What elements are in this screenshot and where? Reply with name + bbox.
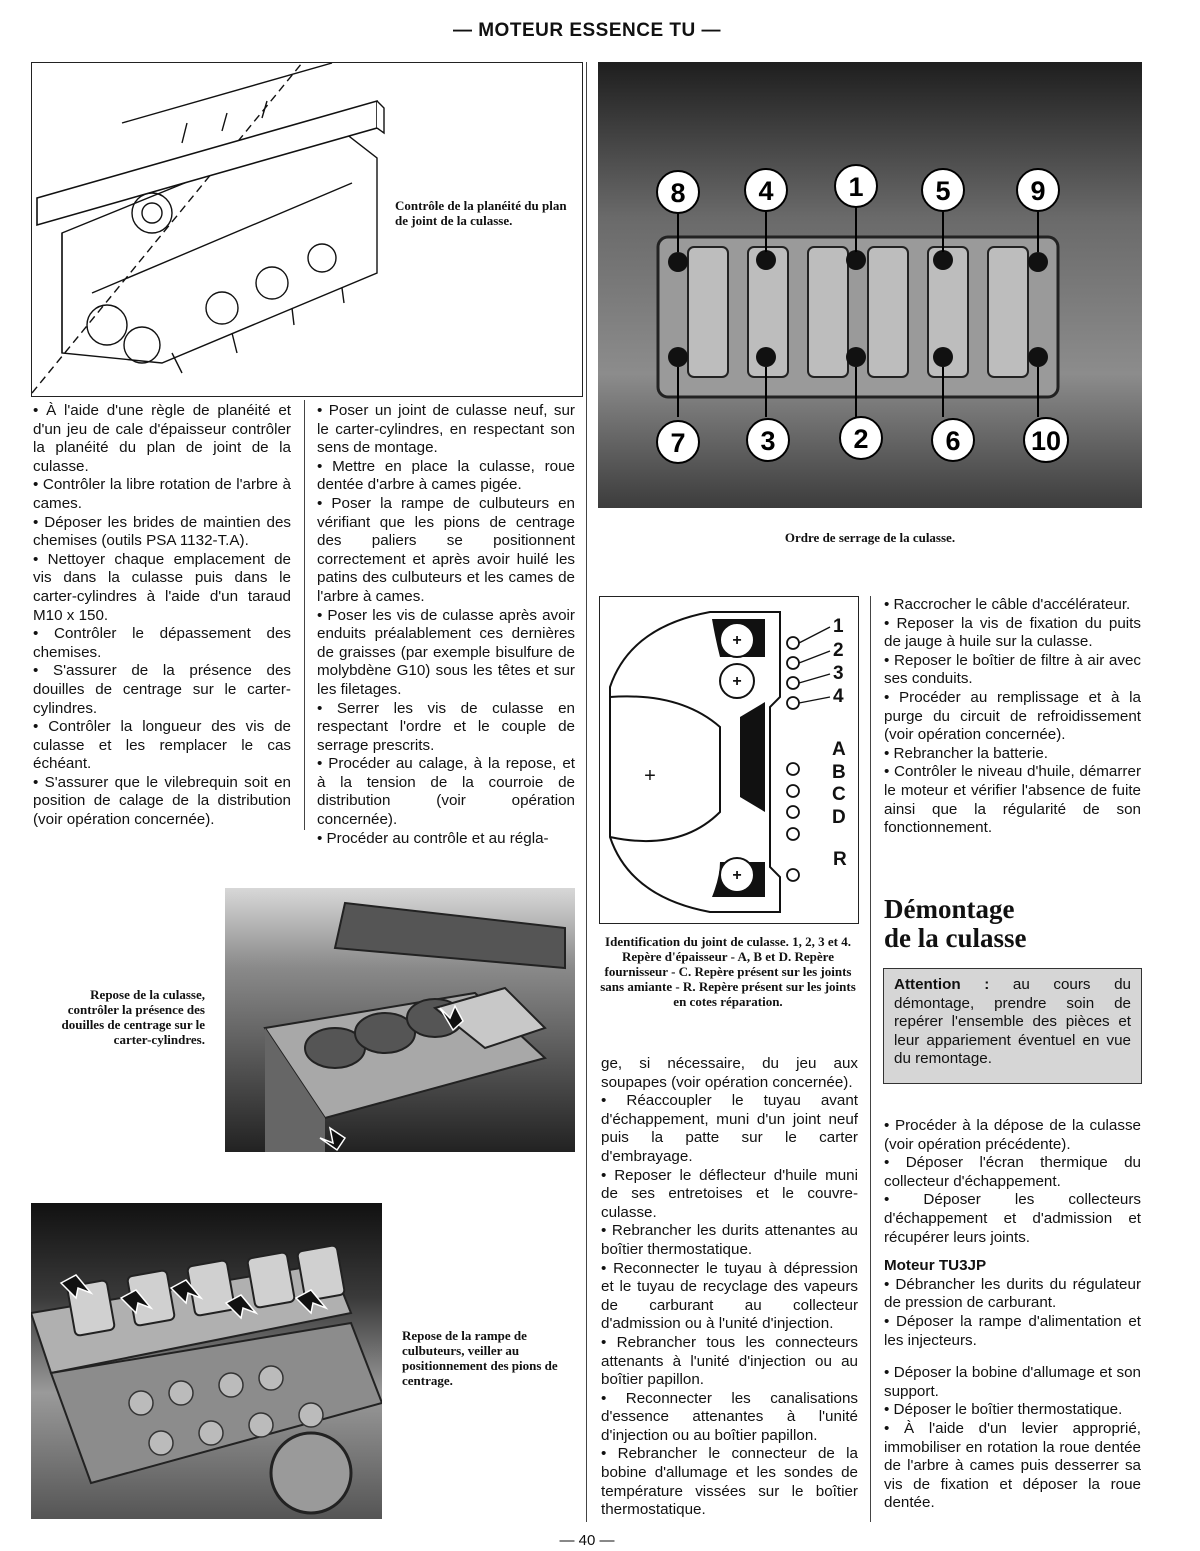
paragraph: • Mettre en place la culasse, roue dentée d'arbre à cames pigée. — [317, 457, 575, 494]
gasket-mark-1: 1 — [833, 616, 844, 637]
head-install-photo — [225, 888, 575, 1152]
paragraph: • Déposer les collecteurs d'échappement et d'admission et récupérer leurs joints. — [884, 1191, 1141, 1246]
gasket-mark-a: A — [832, 739, 846, 760]
paragraph: • S'assurer que le vilebrequin soit en position de calage de la distribution (voir opération concernée). — [33, 773, 291, 829]
paragraph: • Rebrancher la batterie. — [884, 744, 1049, 762]
paragraph: • Rebrancher tous les connecteurs attenants à l'unité d'injection ou au boîtier papillon. — [601, 1333, 858, 1389]
text-column-2 — [317, 402, 575, 848]
head-install-caption: Repose de la culasse, contrôler la présence des douilles de centrage sur le carter-cylindres. — [61, 987, 205, 1047]
gasket-mark-c: C — [832, 784, 846, 805]
rocker-shaft-image — [31, 1203, 382, 1519]
text-column-1 — [33, 402, 291, 830]
column-divider — [304, 400, 305, 830]
gasket-caption: Identification du joint de culasse. 1, 2, 3 et 4. Repère d'épaisseur - A, B et D. Repère fournisseur - C. Repère présent sur les joints sans amiante - R. Repère présent sur les joints en cotes réparation. — [600, 934, 856, 1009]
paragraph: • Débrancher les durits du régulateur de pression de carburant. — [884, 1275, 1141, 1312]
paragraph: • Contrôler le dépassement des chemises. — [33, 625, 291, 661]
section-heading-line-1: Démontage — [884, 894, 1015, 924]
paragraph: • Reposer le boîtier de filtre à air avec ses conduits. — [884, 651, 1141, 688]
paragraph: • Contrôler la libre rotation de l'arbre à cames. — [33, 476, 291, 512]
paragraph: • Poser un joint de culasse neuf, sur le carter-cylindres, en respectant son sens de montage. — [317, 402, 575, 457]
torque-label-bottom-3: 2 — [853, 424, 869, 454]
gasket-mark-b: B — [832, 762, 846, 783]
rocker-shaft-photo — [31, 1203, 382, 1519]
gasket-figure — [599, 596, 859, 924]
attention-text: au cours du démontage, prendre soin de repérer l'ensemble des pièces et leur appariement éventuel en vue du remontage. — [894, 976, 1131, 1068]
paragraph: • Reposer le déflecteur d'huile muni de ses entretoises et le couvre-culasse. — [601, 1166, 858, 1221]
torque-order-image — [598, 62, 1142, 508]
paragraph: • Procéder au contrôle et au régla- — [317, 829, 549, 847]
flatness-caption: Contrôle de la planéité du plan de joint de la culasse. — [395, 198, 567, 228]
paragraph: • Déposer les brides de maintien des chemises (outils PSA 1132-T.A). — [33, 513, 291, 550]
paragraph: • Raccrocher le câble d'accélérateur. — [884, 596, 1131, 613]
paragraph: • Contrôler la longueur des vis de culasse et les remplacer le cas échéant. — [33, 718, 291, 773]
paragraph: • S'assurer de la présence des douilles de centrage sur le carter-cylindres. — [33, 662, 291, 717]
paragraph: • Réaccoupler le tuyau avant d'échappement, muni d'un joint neuf puis la patte sur le carter d'embrayage. — [601, 1092, 858, 1165]
torque-label-bottom-4: 6 — [945, 426, 961, 456]
rocker-caption: Repose de la rampe de culbuteurs, veiller au positionnement des pions de centrage. — [402, 1328, 558, 1388]
attention-label: Attention : — [894, 976, 990, 993]
flatness-figure — [31, 62, 583, 397]
torque-label-top-3: 1 — [848, 172, 864, 202]
section-heading-line-2: de la culasse — [884, 923, 1027, 953]
paragraph: • Nettoyer chaque emplacement de vis dans la culasse puis dans le carter-cylindres à l'aide d'un taraud M10 x 150. — [33, 550, 291, 624]
torque-label-bottom-2: 3 — [760, 426, 776, 456]
torque-label-bottom-1: 7 — [670, 428, 686, 458]
paragraph: • Poser la rampe de culbuteurs en vérifiant que les pions de centrage des paliers se positionnent correctement et après avoir huilé les patins des culbuteurs et les cames de l'arbre à cames. — [317, 494, 575, 605]
subsection-heading: Moteur TU3JP — [884, 1257, 987, 1275]
gasket-mark-d: D — [832, 807, 846, 828]
paragraph: ge, si nécessaire, du jeu aux soupapes (voir opération concernée). — [601, 1055, 858, 1091]
paragraph: • Déposer la rampe d'alimentation et les injecteurs. — [884, 1312, 1141, 1349]
gasket-mark-3: 3 — [833, 663, 844, 684]
svg-text:+: + — [732, 673, 742, 690]
gasket-mark-4: 4 — [833, 686, 844, 707]
gasket-drawing — [600, 597, 858, 923]
paragraph: • À l'aide d'une règle de planéité et d'un jeu de cale d'épaisseur contrôler la planéité du plan de joint de la culasse. — [33, 402, 291, 475]
paragraph: • Déposer l'écran thermique du collecteur d'échappement. — [884, 1154, 1141, 1190]
torque-label-top-2: 4 — [758, 176, 774, 206]
paragraph: • Reconnecter les canalisations d'essence attenantes à l'unité d'injection ou au boîtier papillon. — [601, 1389, 858, 1444]
attention-box — [883, 968, 1142, 1084]
paragraph: • Procéder au calage, à la repose, et à la tension de la courroie de distribution (voir opération concernée). — [317, 755, 575, 829]
torque-order-photo — [598, 62, 1142, 508]
text-column-4-top — [884, 596, 1141, 838]
cylinder-head-drawing — [32, 63, 392, 396]
paragraph: • Rebrancher le connecteur de la bobine d'allumage et les sondes de température vissées sur le boîtier thermostatique. — [601, 1445, 858, 1519]
paragraph: • Reposer la vis de fixation du puits de jauge à huile sur la culasse. — [884, 614, 1141, 651]
column-divider — [870, 596, 871, 1522]
torque-label-top-5: 9 — [1030, 176, 1046, 206]
text-column-4-bottom — [884, 1117, 1141, 1513]
svg-text:+: + — [732, 632, 742, 649]
column-divider — [586, 62, 587, 1522]
page-number: — 40 — — [559, 1532, 615, 1549]
paragraph: • Contrôler le niveau d'huile, démarrer le moteur et vérifier l'absence de fuite ainsi que la régularité de son fonctionnement. — [884, 763, 1141, 837]
torque-label-bottom-5: 10 — [1030, 426, 1062, 456]
paragraph: • Procéder à la dépose de la culasse (voir opération précédente). — [884, 1117, 1141, 1153]
torque-caption: Ordre de serrage de la culasse. — [784, 530, 956, 545]
text-column-3 — [601, 1055, 858, 1520]
torque-label-top-1: 8 — [670, 178, 686, 208]
paragraph: • Rebrancher les durits attenantes au boîtier thermostatique. — [601, 1222, 858, 1258]
gasket-mark-2: 2 — [833, 640, 844, 661]
paragraph: • Poser les vis de culasse après avoir enduits préalablement ces dernières de graisses (par exemple bisulfure de molybdène G10) sous les têtes et sur les filetages. — [317, 606, 575, 698]
page-header: — MOTEUR ESSENCE TU — — [452, 20, 722, 41]
paragraph: • Déposer le boîtier thermostatique. — [884, 1401, 1123, 1419]
section-heading — [884, 895, 1141, 953]
torque-label-top-4: 5 — [935, 176, 951, 206]
paragraph: • Serrer les vis de culasse en respectant l'ordre et le couple de serrage prescrits. — [317, 699, 575, 754]
paragraph: • À l'aide d'un levier approprié, immobiliser en rotation la roue dentée de l'arbre à cames puis desserrer sa vis de fixation et déposer la roue dentée. — [884, 1419, 1141, 1512]
paragraph: • Procéder au remplissage et à la purge du circuit de refroidissement (voir opération concernée). — [884, 688, 1141, 744]
gasket-mark-r: R — [833, 849, 847, 870]
paragraph: • Déposer la bobine d'allumage et son support. — [884, 1364, 1141, 1400]
paragraph: • Reconnecter le tuyau à dépression et le tuyau de recyclage des vapeurs de carburant au collecteur d'admission ou à l'unité d'injection. — [601, 1259, 858, 1333]
svg-text:+: + — [644, 765, 656, 787]
svg-text:+: + — [732, 867, 742, 884]
head-install-image — [225, 888, 575, 1152]
